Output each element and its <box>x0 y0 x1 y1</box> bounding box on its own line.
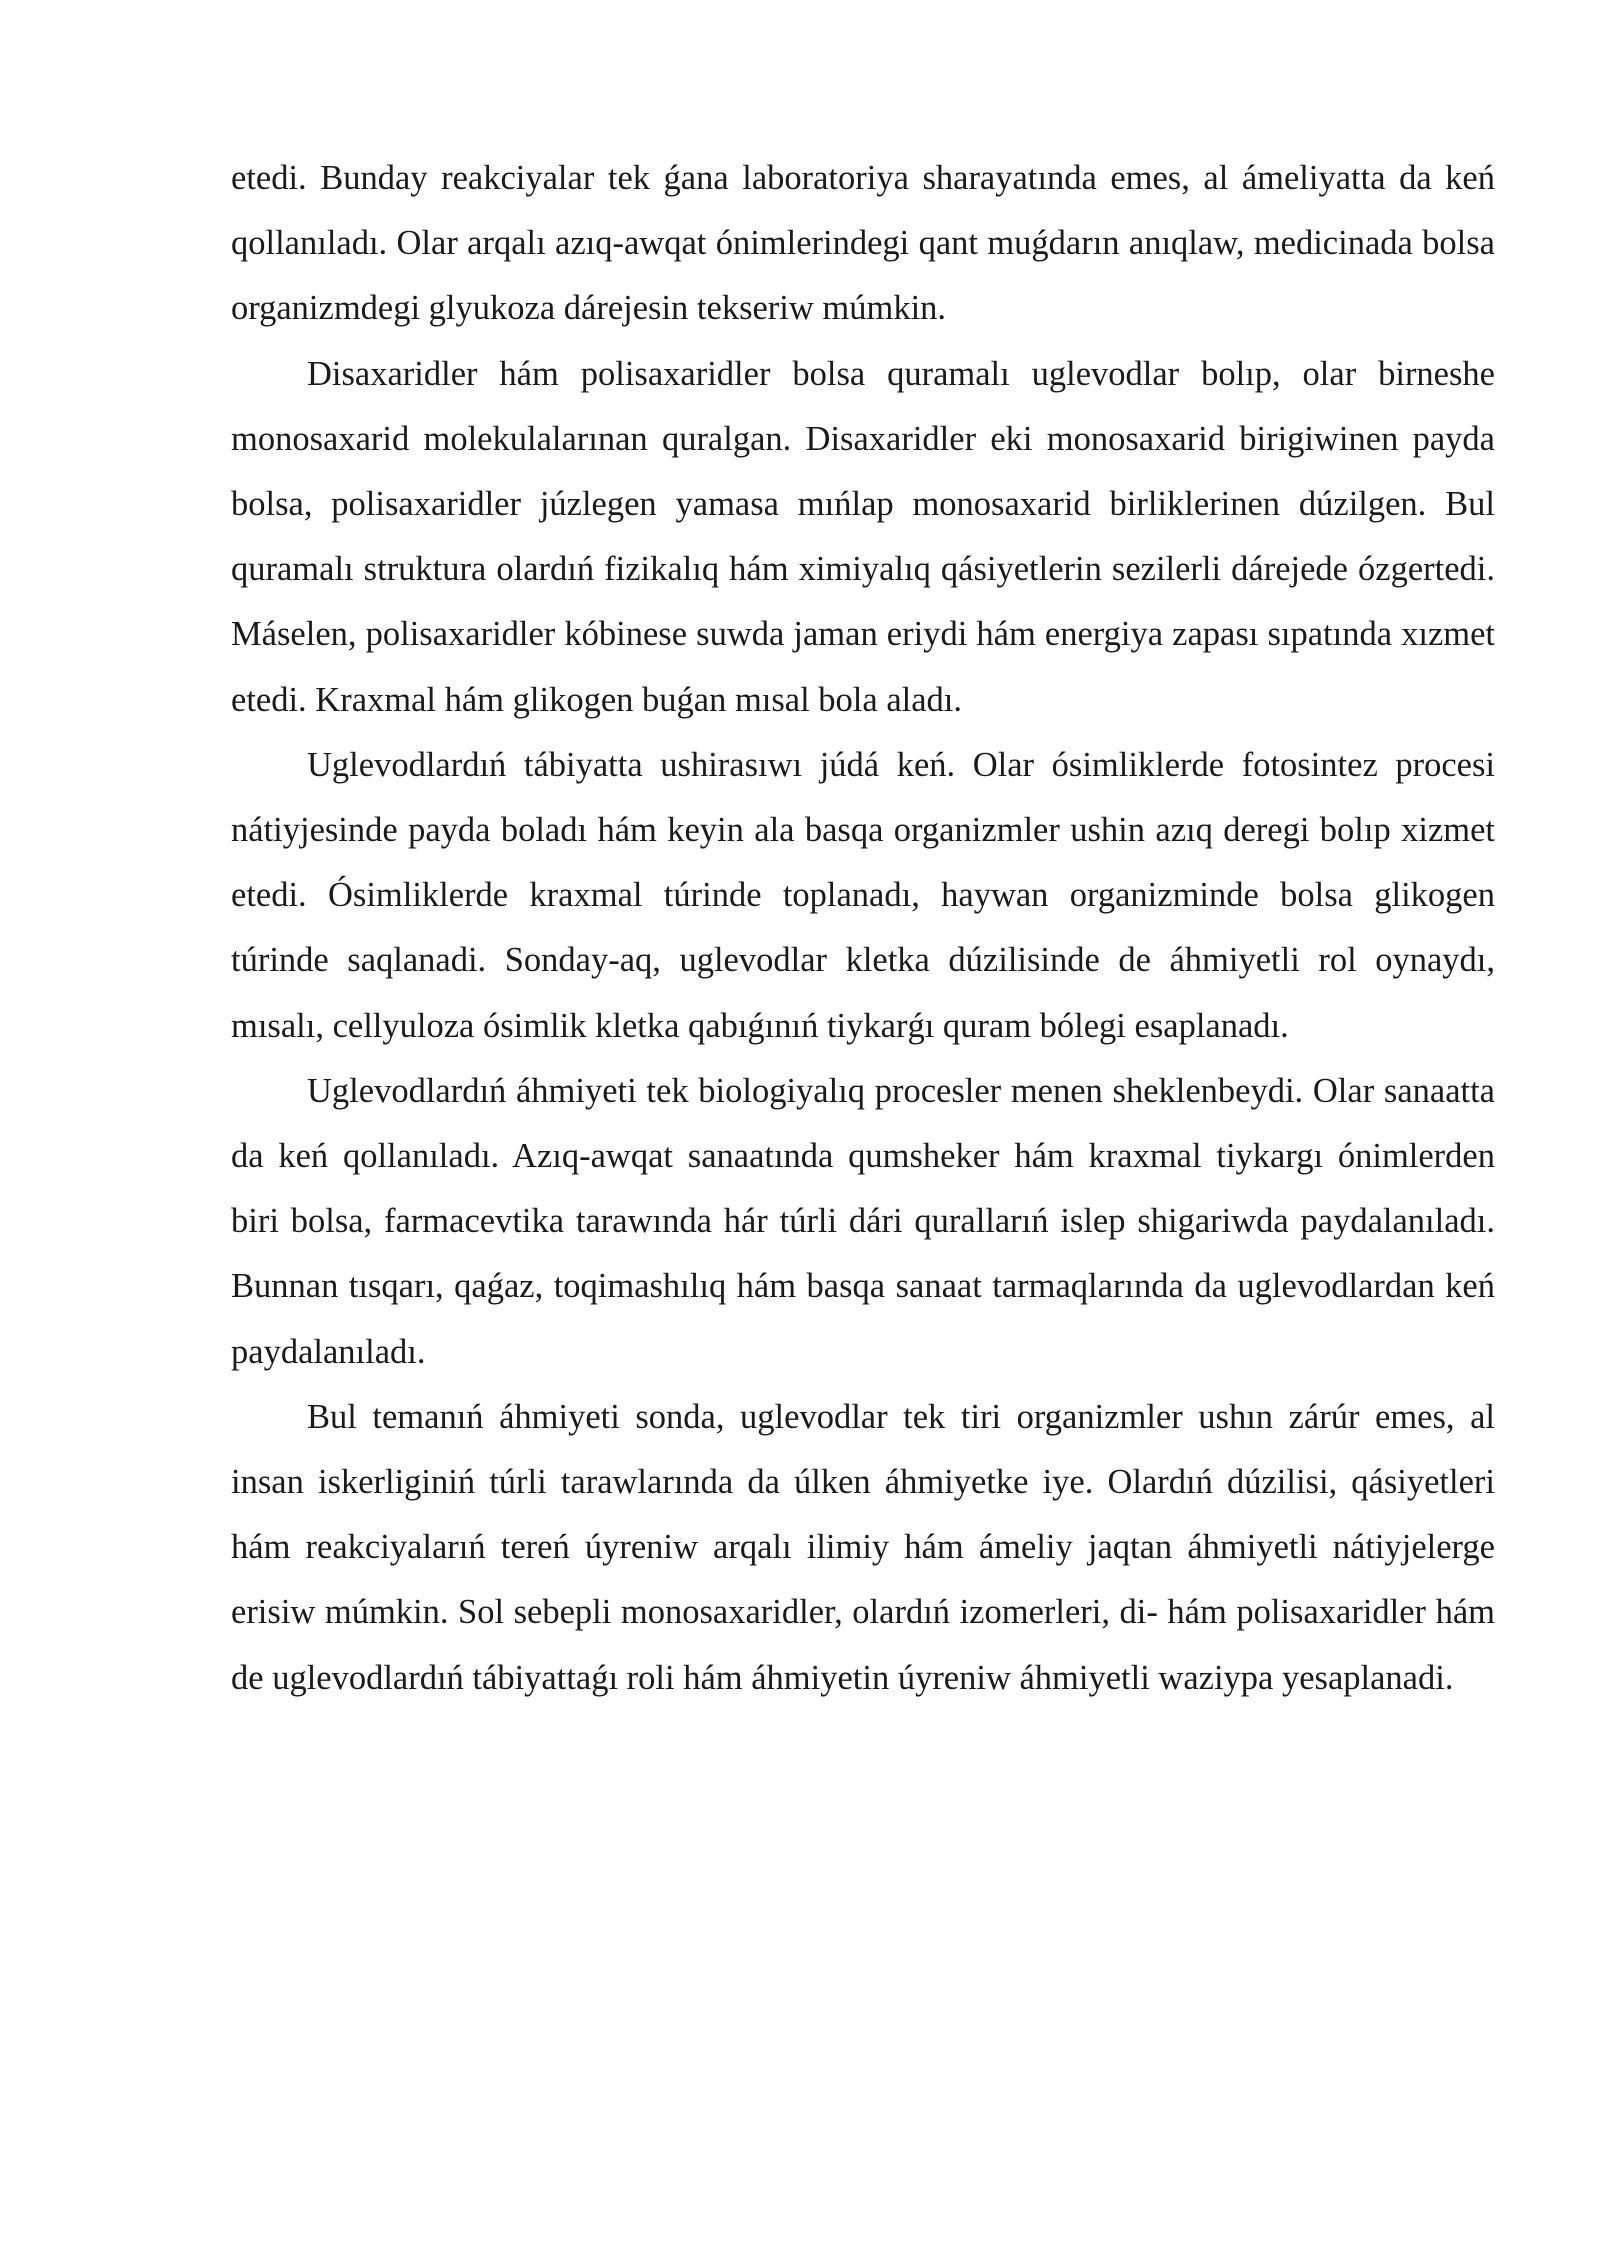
paragraph-conclusion: Bul temanıń áhmiyeti sonda, uglevodlar tek tiri organizmler ushın zárúr emes, al insan iskerliginiń túrli tarawlarında da úlken áhmiyetke iye. Olardıń dúzilisi, qásiyetleri hám reakciyalarıń tereń úyreniw arqalı ilimiy hám ámeliy jaqtan áhmiyetli nátiyjelerge erisiw múmkin. Sol sebepli monosaxaridler, olardıń izomerleri, di- hám polisaxaridler hám de uglevodlardıń tábiyattaǵı roli hám áhmiyetin úyreniw áhmiyetli waziypa yesaplanadi. <box>231 1397 1495 1697</box>
paragraph-continuation: etedi. Bunday reakciyalar tek ǵana laboratoriya sharayatında emes, al ámeliyatta da keń qollanıladı. Olar arqalı azıq-awqat ónimlerindegi qant muǵdarın anıqlaw, medicinada bolsa organizmdegi glyukoza dárejesin tekseriw múmkin. <box>231 159 1495 328</box>
paragraph-disaccharides: Disaxaridler hám polisaxaridler bolsa quramalı uglevodlar bolıp, olar birneshe monosaxarid molekulalarınan quralgan. Disaxaridler eki monosaxarid birigiwinen payda bolsa, polisaxaridler júzlegen yamasa mıńlap monosaxarid birliklerinen dúzilgen. Bul quramalı struktura olardıń fizikalıq hám ximiyalıq qásiyetlerin sezilerli dárejede ózgertedi. Máselen, polisaxaridler kóbinese suwda jaman eriydi hám energiya zapası sıpatında xızmet etedi. Kraxmal hám glikogen buǵan mısal bola aladı. <box>231 354 1495 719</box>
paragraph-occurrence: Uglevodlardıń tábiyatta ushirasıwı júdá keń. Olar ósimliklerde fotosintez procesi nátiyjesinde payda boladı hám keyin ala basqa organizmler ushin azıq deregi bolıp xizmet etedi. Ósimliklerde kraxmal túrinde toplanadı, haywan organizminde bolsa glikogen túrinde saqlanadi. Sonday-aq, uglevodlar kletka dúzilisinde de áhmiyetli rol oynaydı, mısalı, cellyuloza ósimlik kletka qabıǵınıń tiykarǵı quram bólegi esaplanadı. <box>231 745 1495 1045</box>
body-text <box>231 146 1495 1711</box>
paragraph-importance: Uglevodlardıń áhmiyeti tek biologiyalıq procesler menen sheklenbeydi. Olar sanaatta da keń qollanıladı. Azıq-awqat sanaatında qumsheker hám kraxmal tiykargı ónimlerden biri bolsa, farmacevtika tarawında hár túrli dári qurallarıń islep shigariwda paydalanıladı. Bunnan tısqarı, qaǵaz, toqimashılıq hám basqa sanaat tarmaqlarında da uglevodlardan keń paydalanıladı. <box>231 1071 1495 1371</box>
